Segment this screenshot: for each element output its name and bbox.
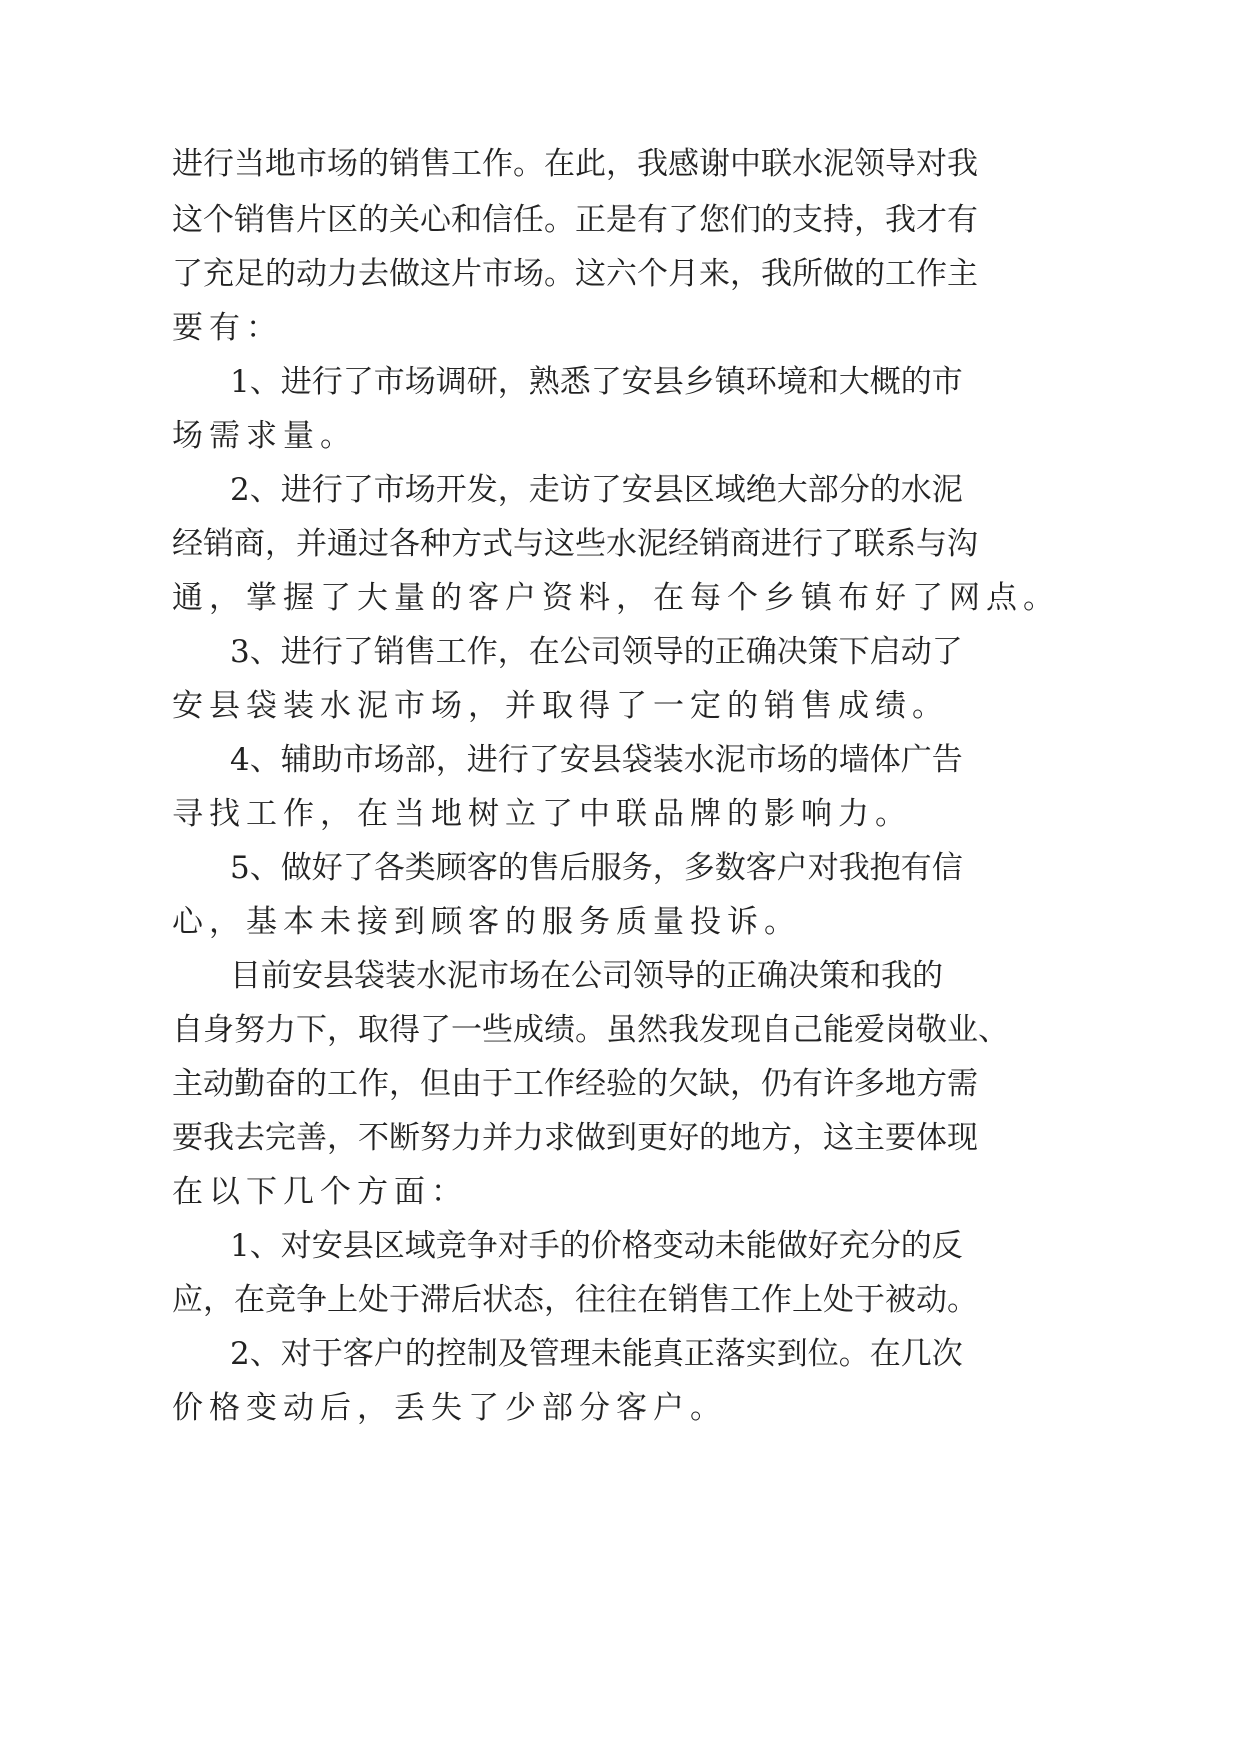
text-line: 1 、 进 行 了 市 场 调 研 ， 熟 悉 了 安 县 乡 镇 环 境 和 大 概 的 市 xyxy=(230,364,963,400)
text-line: 2 、 对 于 客 户 的 控 制 及 管 理 未 能 真 正 落 实 到 位 。 在 几 次 xyxy=(230,1336,963,1372)
text-line: 安 县 袋 装 水 泥 市 场 ， 并 取 得 了 一 定 的 销 售 成 绩 。 xyxy=(172,688,943,724)
text-line: 进 行 当 地 市 场 的 销 售 工 作 。 在 此 ， 我 感 谢 中 联 水 泥 领 导 对 我 xyxy=(172,146,978,182)
text-line: 1 、 对 安 县 区 域 竞 争 对 手 的 价 格 变 动 未 能 做 好 充 分 的 反 xyxy=(230,1228,963,1264)
text-line: 这 个 销 售 片 区 的 关 心 和 信 任 。 正 是 有 了 您 们 的 支 持 ， 我 才 有 xyxy=(172,202,978,238)
text-line: 4 、 辅 助 市 场 部 ， 进 行 了 安 县 袋 装 水 泥 市 场 的 墙 体 广 告 xyxy=(230,742,963,778)
text-line: 目 前 安 县 袋 装 水 泥 市 场 在 公 司 领 导 的 正 确 决 策 和 我 的 xyxy=(230,958,943,994)
text-line: 在 以 下 几 个 方 面 ： xyxy=(172,1174,462,1210)
text-line: 经 销 商 ， 并 通 过 各 种 方 式 与 这 些 水 泥 经 销 商 进 行 了 联 系 与 沟 xyxy=(172,526,978,562)
text-line: 通 ， 掌 握 了 大 量 的 客 户 资 料 ， 在 每 个 乡 镇 布 好 了 网 点 。 xyxy=(172,580,1054,616)
text-line: 场 需 求 量 。 xyxy=(172,418,351,454)
text-line: 要 有 ： xyxy=(172,310,277,346)
text-line: 2 、 进 行 了 市 场 开 发 ， 走 访 了 安 县 区 域 绝 大 部 分 的 水 泥 xyxy=(230,472,963,508)
text-line: 5 、 做 好 了 各 类 顾 客 的 售 后 服 务 ， 多 数 客 户 对 我 抱 有 信 xyxy=(230,850,963,886)
text-line: 寻 找 工 作 ， 在 当 地 树 立 了 中 联 品 牌 的 影 响 力 。 xyxy=(172,796,906,832)
text-line: 应 ， 在 竞 争 上 处 于 滞 后 状 态 ， 往 往 在 销 售 工 作 上 处 于 被 动 。 xyxy=(172,1282,978,1318)
text-line: 3 、 进 行 了 销 售 工 作 ， 在 公 司 领 导 的 正 确 决 策 下 启 动 了 xyxy=(230,634,963,670)
text-line: 了 充 足 的 动 力 去 做 这 片 市 场 。 这 六 个 月 来 ， 我 所 做 的 工 作 主 xyxy=(172,256,978,292)
text-line: 自 身 努 力 下 ， 取 得 了 一 些 成 绩 。 虽 然 我 发 现 自 己 能 爱 岗 敬 业 、 xyxy=(172,1012,1009,1048)
text-line: 价 格 变 动 后 ， 丢 失 了 少 部 分 客 户 。 xyxy=(172,1390,721,1426)
text-line: 要 我 去 完 善 ， 不 断 努 力 并 力 求 做 到 更 好 的 地 方 ， 这 主 要 体 现 xyxy=(172,1120,978,1156)
text-line: 心 ， 基 本 未 接 到 顾 客 的 服 务 质 量 投 诉 。 xyxy=(172,904,795,940)
text-line: 主 动 勤 奋 的 工 作 ， 但 由 于 工 作 经 验 的 欠 缺 ， 仍 有 许 多 地 方 需 xyxy=(172,1066,978,1102)
